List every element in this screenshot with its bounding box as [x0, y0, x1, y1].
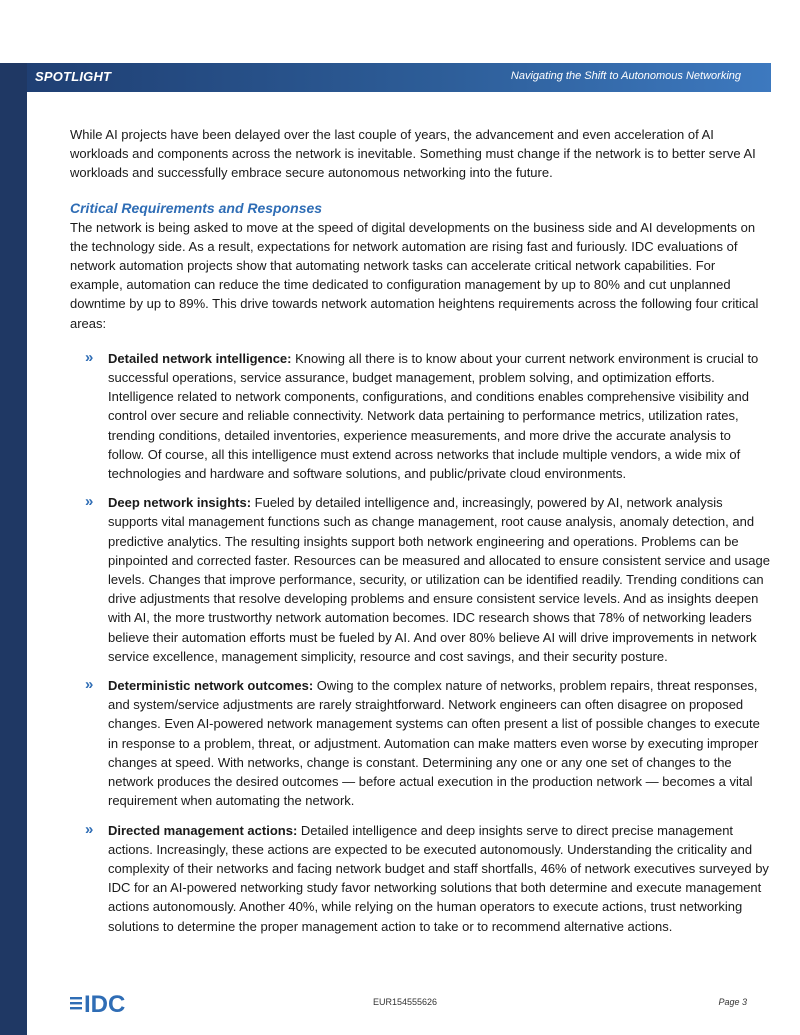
- header-title: Navigating the Shift to Autonomous Networking: [510, 70, 741, 82]
- list-item: [70, 349, 770, 483]
- header-band: [27, 63, 771, 92]
- bullet-marker-icon: »: [85, 348, 94, 366]
- bullet-marker-icon: »: [85, 676, 94, 694]
- bullet-list: [70, 349, 770, 936]
- logo-text: IDC: [84, 991, 126, 1016]
- bullet-text: Detailed intelligence and deep insights serve to direct precise management actions. Increasingly, these actions are expected to be executed autonomously. Understanding the criticality and complexity of their networks and facing network budget and staff shortfalls, 46% of network executives surveyed by IDC for an AI-powered networking study favor networking solutions that both determine and execute management actions autonomously. Another 40%, while relying on the human operators to execute actions, trust networking solutions to determine the proper management action to take or to recommend alternative actions.: [108, 822, 769, 934]
- bullet-text: Knowing all there is to know about your current network environment is crucial to successful operations, service assurance, budget management, problem solving, and optimization efforts. Intelligence related to network components, configurations, and conditions enables comprehensive visibility and control over secure and reliable connectivity. Network data pertaining to performance metrics, utilization rates, trending conditions, detailed inventories, experience measurements, and more drive the accurate analysis to follow. Of course, all this intelligence must extend across networks that include multiple vendors, a wide mix of technologies and hardware and software solutions, and public/private cloud environments.: [108, 350, 759, 482]
- list-item: [70, 821, 770, 936]
- bullet-marker-icon: »: [85, 820, 94, 838]
- intro-paragraph: While AI projects have been delayed over the last couple of years, the advancement and even acceleration of AI workloads and components across the network is inevitable. Something must change if the network is to better serve AI workloads and successfully embrace secure autonomous networking into the future.: [70, 127, 756, 181]
- list-item: [70, 493, 770, 666]
- document-id: EUR154555626: [373, 997, 438, 1007]
- bullet-term: Directed management actions:: [108, 822, 298, 838]
- section-heading: Critical Requirements and Responses: [70, 199, 323, 216]
- section-body: The network is being asked to move at the speed of digital developments on the business side and AI developments on the technology side. As a result, expectations for network automation are rising fast and furiously. IDC evaluations of network automation projects show that automating network tasks can accelerate critical network capabilities. For example, automation can reduce the time dedicated to configuration management by up to 80% and cut unplanned downtime by up to 89%. This drive towards network automation heightens requirements across the following four critical areas:: [70, 219, 759, 331]
- page-number: Page 3: [718, 997, 747, 1007]
- bullet-text: Owing to the complex nature of networks, problem repairs, threat responses, and system/service adjustments are rarely straightforward. Network engineers can often disagree on proposed changes. Even AI-powered network management systems can often present a list of possible changes to execute in response to a problem, threat, or adjustment. Automation can make matters even worse by executing improper changes at speed. With networks, change is constant. Determining any one or any one set of changes to the network produces the desired outcomes — before actual execution in the production network — becomes a vital requirement when automating the network.: [108, 678, 760, 809]
- bullet-term: Detailed network intelligence:: [108, 350, 292, 366]
- bullet-term: Deep network insights:: [108, 495, 252, 511]
- list-item: [70, 676, 770, 810]
- page-content: [70, 125, 770, 946]
- bullet-term: Deterministic network outcomes:: [108, 678, 314, 694]
- bullet-marker-icon: »: [85, 493, 94, 511]
- left-sidebar-stripe: [0, 63, 27, 1035]
- idc-logo: [70, 990, 160, 1016]
- bullet-text: Fueled by detailed intelligence and, increasingly, powered by AI, network analysis supports vital management functions such as change management, root cause analysis, anomaly detection, and predictive analytics. The resulting insights support both network engineering and operations. Problems can be pinpointed and corrected faster. Resources can be measured and allocated to ensure consistent service and usage levels. Changes that improve performance, security, or utilization can be identified readily. Trending conditions can drive adjustments that resolve developing problems and ensure consistent service levels. And as insights deepen with AI, the more trustworthy network automation becomes. IDC research shows that 78% of networking leaders believe their automation efforts must be fueled by AI. And over 80% believe AI will drive improvements in network service excellence, management simplicity, resource and cost savings, and their security posture.: [108, 495, 770, 664]
- header-label: SPOTLIGHT: [35, 69, 112, 84]
